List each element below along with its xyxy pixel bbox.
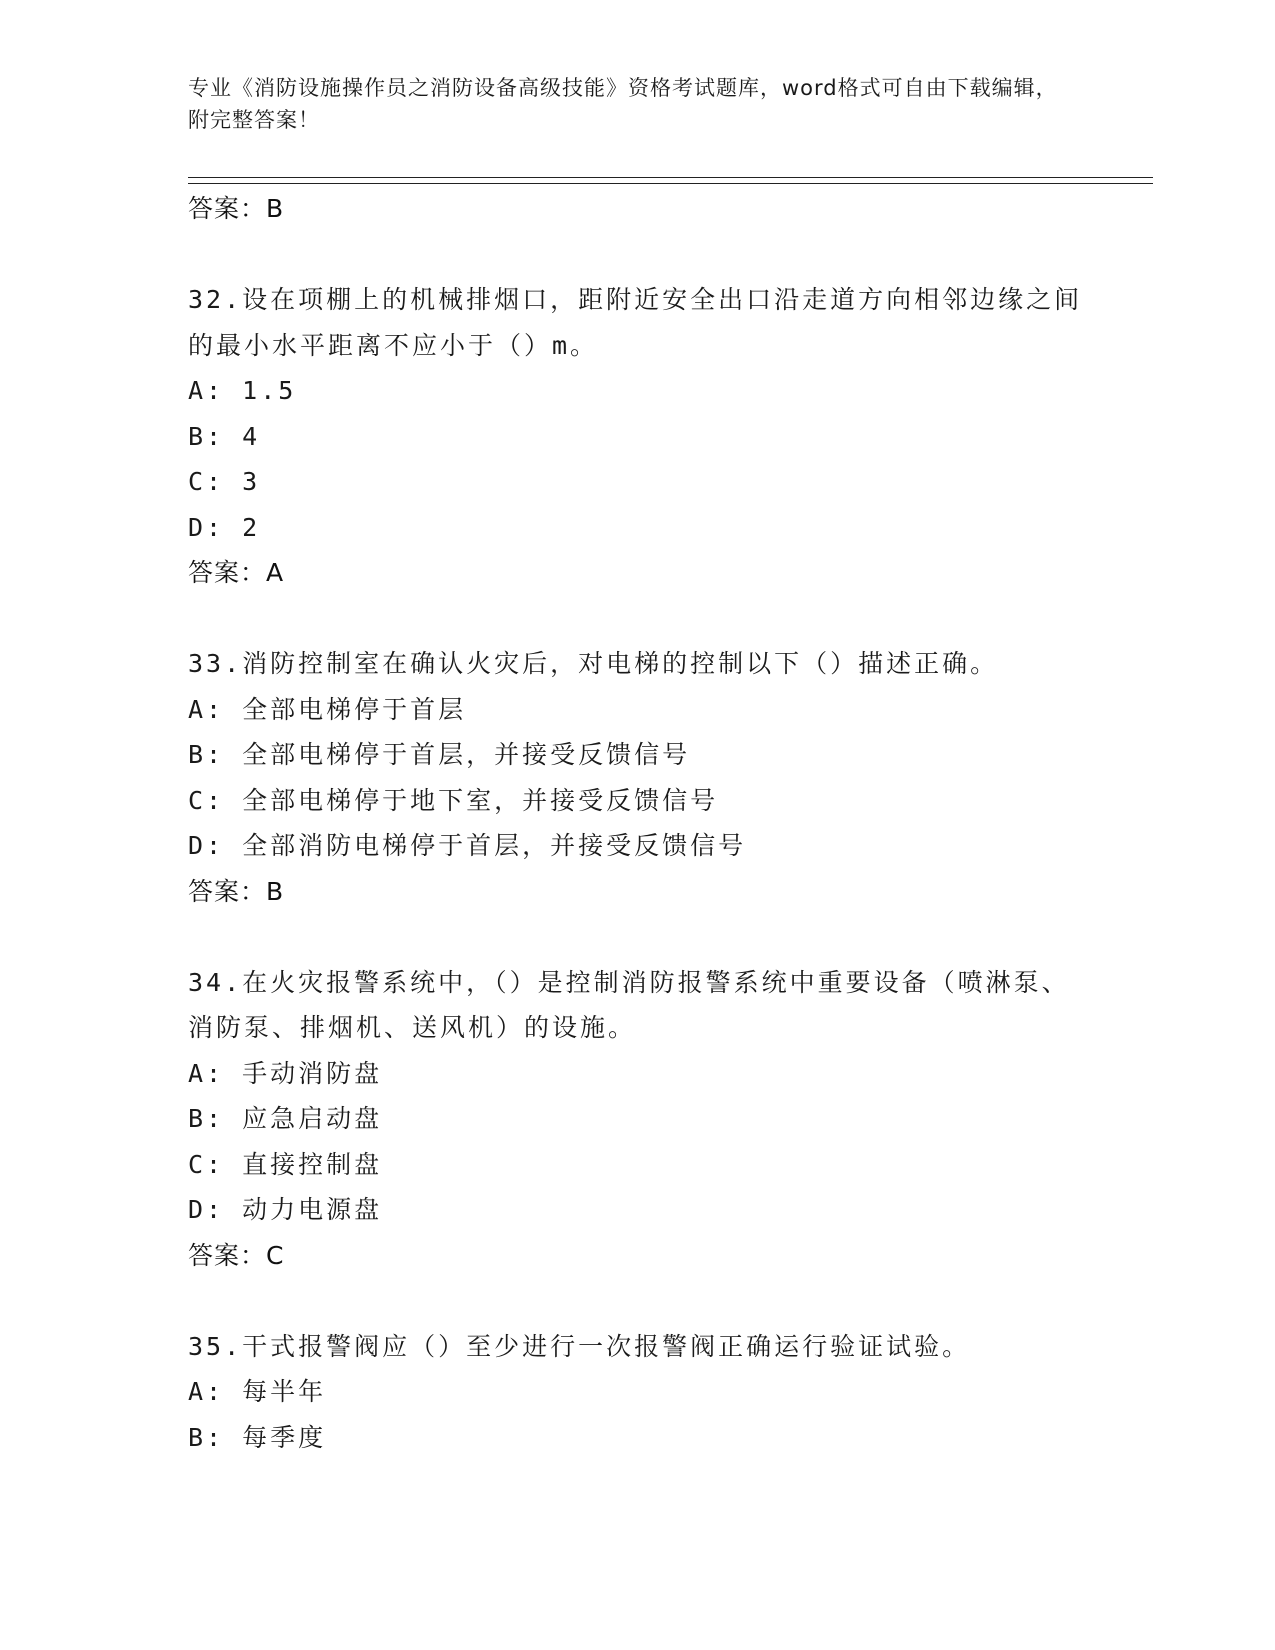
option-c: C: 3 <box>188 467 261 496</box>
question-list <box>188 186 1088 1460</box>
option-b: B: 4 <box>188 421 261 451</box>
answer-label: 答案：B <box>188 876 285 906</box>
option-a: A: 手动消防盘 <box>188 1058 383 1088</box>
option-d: D: 动力电源盘 <box>188 1195 383 1224</box>
header-divider-bottom <box>188 183 1153 184</box>
question-stem: 35.干式报警阀应（）至少进行一次报警阀正确运行验证试验。 <box>188 1331 971 1361</box>
question-35 <box>188 1324 1088 1461</box>
option-d: D: 全部消防电梯停于首层，并接受反馈信号 <box>188 831 747 860</box>
document-header: 专业《消防设施操作员之消防设备高级技能》资格考试题库，word格式可自由下载编辑，附完整答案！ <box>188 76 1058 132</box>
question-stem: 32.设在项棚上的机械排烟口，距附近安全出口沿走道方向相邻边缘之间的最小水平距离不应小于（）m。 <box>188 285 1083 360</box>
spacer <box>188 1278 1088 1324</box>
header-divider-top <box>188 177 1153 178</box>
spacer <box>188 596 1088 642</box>
option-c: C: 全部电梯停于地下室，并接受反馈信号 <box>188 785 719 815</box>
option-b: B: 每季度 <box>188 1422 327 1452</box>
question-34 <box>188 960 1088 1279</box>
option-b: B: 应急启动盘 <box>188 1104 383 1133</box>
option-d: D: 2 <box>188 512 261 542</box>
option-a: A: 每半年 <box>188 1377 327 1406</box>
question-stem: 34.在火灾报警系统中，（）是控制消防报警系统中重要设备（喷淋泵、消防泵、排烟机、送风机）的设施。 <box>188 967 1070 1042</box>
answer-label: 答案：A <box>188 558 285 587</box>
previous-answer: 答案：B <box>188 194 285 223</box>
question-32 <box>188 277 1088 596</box>
spacer <box>188 914 1088 960</box>
option-b: B: 全部电梯停于首层，并接受反馈信号 <box>188 740 691 769</box>
question-33 <box>188 641 1088 914</box>
question-stem: 33.消防控制室在确认火灾后，对电梯的控制以下（）描述正确。 <box>188 649 999 678</box>
spacer <box>188 232 1088 278</box>
answer-label: 答案：C <box>188 1240 285 1270</box>
option-c: C: 直接控制盘 <box>188 1149 383 1179</box>
option-a: A: 1.5 <box>188 376 297 405</box>
option-a: A: 全部电梯停于首层 <box>188 694 467 724</box>
